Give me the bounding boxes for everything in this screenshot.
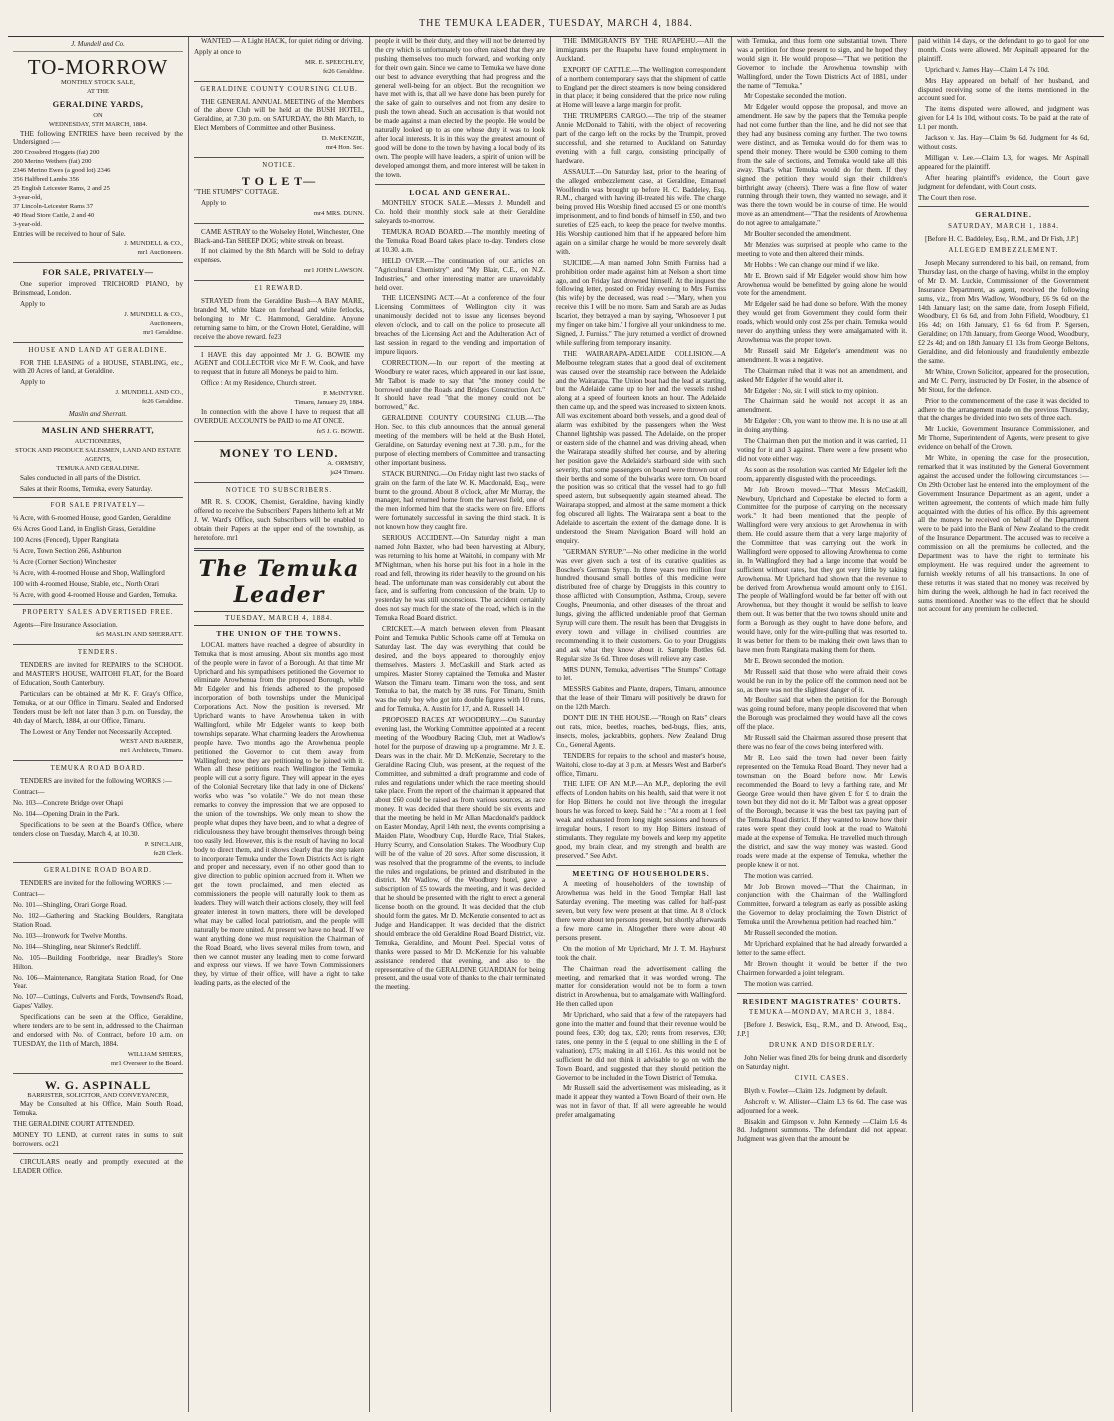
signature: fe5 J. G. BOWIE. <box>316 427 364 435</box>
case-text: The Court then rose. <box>918 193 977 202</box>
article-heading: LOCAL AND GENERAL. <box>409 187 511 197</box>
sale-item: ¼ Acre, with good 4-roomed House and Garden, Temuka. <box>13 590 178 599</box>
entry-item: 200 Merino Wethers (fat) 200 <box>13 158 92 166</box>
ad-text: The Lowest or Any Tender not Necessarily Accepted. <box>20 727 172 736</box>
divider <box>13 497 183 498</box>
article-paragraph: As soon as the resolution was carried Mr Edgeler left the room, apparently disgusted with the proceedings. <box>737 465 907 483</box>
divider <box>13 604 183 605</box>
ad-text: WANTED — A Light HACK, for quiet riding or driving. <box>201 37 364 45</box>
news-item: CORRECTION.—In our report of the meeting at Woodbury re water races, which appeared in our last issue, Mr Talbot is made to say that "the money could be borrowed under the Roads and Bridges Construction Act." It should have read "that the money could not be borrowed," &c. <box>375 358 545 412</box>
news-item: MRS DUNN, Temuka, advertises "The Stumps" Cottage to let. <box>556 665 726 683</box>
contract-item: No. 107—Cuttings, Culverts and Fords, Townsend's Road, Gapes' Valley. <box>13 993 183 1011</box>
contract-item: No. 106—Maintenance, Rangitata Station Road, for One Year. <box>13 973 183 991</box>
sale-line: MONTHLY STOCK SALE, <box>61 78 135 86</box>
contract-item: No. 105—Building Footbridge, near Bradley's Store Hilton. <box>13 953 183 971</box>
contract-item: No. 104—Opening Drain in the Park. <box>13 809 120 818</box>
contract-item: No. 103—Concrete Bridge over Ohapi <box>13 799 124 807</box>
article-paragraph: The motion was carried. <box>744 871 813 880</box>
signature: mr4 Hon. Sec. <box>325 144 364 152</box>
signature: fe28 Clerk. <box>153 849 183 857</box>
ad-text: MR R. S. COOK, Chemist, Geraldine, having kindly offered to receive the Subscribers' Papers hitherto left at Mr J. W. Ward's Office, such Subscribers will be enabled to obtain their Papers at the upper end of the township, as heretofore. mr1 <box>194 498 364 543</box>
divider <box>194 81 364 82</box>
signature: J. MUNDELL & CO., <box>124 310 183 318</box>
entry-item: 40 Head Store Cattle, 2 and 40 <box>13 211 95 219</box>
signature: WEST AND BARBER, <box>119 738 183 746</box>
news-item: PROPOSED RACES AT WOODBURY.—On Saturday evening last, the Working Committee appointed at a recent meeting of the Woodbury Racing Club, met at Wadlow's hotel for the purpose of drawing up a programme. Mr J. E. Dears was in the chair. Mr D. McKenzie, Secretary to the Geraldine Racing Club, was present, at the request of the Committee, and submitted a draft programme and code of rules and regulations under which the race meeting should take place. From the report of the chairman it appeared that about £60 could be raised as from various sources, as race money. It was decided that there should be six events and that the meeting be held in Mr Allan Macdonald's paddock on Easter Monday, April 14th next, the events comprising a Maiden Plate, Woodbury Cup, Hurdle Race, Trial Stakes, Hurry Scurry, and Consolation Stakes. The Woodbury Cup will be of the value of 20 sovs. After some discussion, it was resolved that the programme of the events, to include the rules and regulations, be printed and distributed in the district. Mr Wadlow, of the Woodbury hotel, gave a subscription of £5 towards the meeting, and it was decided that he should be presented with the right to erect a general license booth on the ground. It was decided that the club should form the gates. Mr D. McKenzie consented to act as Judge and Handicapper. It was decided that the district should embrace the old Geraldine Road Board District, viz. Temuka, Geraldine, and Mount Peel. Special votes of thanks were passed to Mr D. McKenzie for his valuable assistance rendered that evening, and also to the representative of the GERALDINE GUARDIAN for being present, and the usual vote of thanks to the chair terminated the meeting. <box>375 716 545 992</box>
article-paragraph: Mr Russell seconded the motion. <box>744 929 838 938</box>
court-bench: [Before J. Beswick, Esq., R.M., and D. Atwood, Esq., J.P.] <box>737 1021 907 1039</box>
signature: fe5 MASLIN AND SHERRATT. <box>95 631 183 639</box>
divider <box>194 548 364 551</box>
ad-text: TENDERS are invited for the following WORKS :— <box>20 879 172 888</box>
ad-heading: NOTICE. <box>262 161 296 169</box>
article-heading: MEETING OF HOUSEHOLDERS. <box>572 868 710 878</box>
article-heading: RESIDENT MAGISTRATES' COURTS. <box>742 996 902 1006</box>
signature: Auctioneers, <box>149 319 183 327</box>
ad-heading: TENDERS. <box>77 649 119 657</box>
news-item: SUICIDE.—A man named John Smith Furniss had a prohibition order made against him at Nelson a short time ago, and on Friday last drowned himself. At the inquest the following letter, posted on Friday evening to Mrs Furniss (his wife) by the deceased, was read :—"Mary, when you receive this I will be no more. Sam and Sarah are as Judas Iscariot, they betrayed a man by saying, 'Whosoever I put my finger on take him.' I forgive all your unkindness to me. Signed, J. Furniss." The jury returned a verdict of drowned while suffering from temporary insanity. <box>556 258 726 347</box>
signature: A. ORMSBY, <box>327 459 364 467</box>
signature: MR. E. SPEECHLEY, <box>304 58 364 66</box>
article-paragraph: A meeting of householders of the township of Arowhenua was held in the Good Templar Hall last Saturday evening. The meeting was called for half-past seven, but very few were present at that time. At 8 o'clock there were about ten persons present, but shortly afterwards a few more came in. Altogether there were about 40 persons present. <box>556 880 726 942</box>
ad-text: MONEY TO LEND, at current rates in sums to suit borrowers. oc21 <box>13 1131 183 1149</box>
case-heading: DRUNK AND DISORDERLY. <box>768 1042 876 1050</box>
article-paragraph: Mr E. Brown seconded the motion. <box>744 656 844 665</box>
signature: WILLIAM SHIERS, <box>127 1050 183 1058</box>
sale-date: WEDNESDAY, 5TH MARCH, 1884. <box>48 120 148 128</box>
sale-item: ¼ Acre, Town Section 266, Ashburton <box>13 547 122 556</box>
sale-item: 100 with 4-roomed House, Stable, etc., North Orari <box>13 579 159 588</box>
ad-text: If not claimed by the 8th March will be Sold to defray expenses. <box>194 247 364 265</box>
ad-text: THE GENERAL ANNUAL MEETING of the Members of the above Club will be held at the BUSH HOTEL, Geraldine, at 7.30 p.m. on SATURDAY, the 8th March, to Elect Members of Committee and other Business. <box>194 97 364 133</box>
divider <box>13 1073 183 1074</box>
article-paragraph: Mr Russell said the advertisement was misleading, as it made it appear they wanted a Town Board of their own. He was not in favor of that. If all were agreeable he would prefer amalgamating <box>556 1084 726 1120</box>
ad-text: "THE STUMPS" COTTAGE. <box>194 187 280 196</box>
entry-item: 2346 Merino Ewes (a good lot) 2346 <box>13 167 111 175</box>
contract-item: No. 104—Shingling, near Skinner's Redcliff. <box>13 942 141 951</box>
firm-label: Maslin and Sherratt. <box>13 407 183 422</box>
column-1 <box>8 37 189 1412</box>
ad-heading: FOR SALE PRIVATELY— <box>50 502 146 510</box>
ad-text: Office : At my Residence, Church street. <box>201 379 317 388</box>
article-paragraph: Mr Job Brown moved—"That the Chairman, in conjunction with the Chairman of the Wallingford Committee, forward a telegram as early as possible asking the Governor to delay proclaiming the Town District of Temuka until the Arowhenua petition had reached him." <box>737 882 907 927</box>
entries-intro: THE following ENTRIES have been received by the Undersigned :— <box>13 129 183 147</box>
divider <box>13 262 183 263</box>
divider <box>194 223 364 224</box>
ad-heading: £1 REWARD. <box>254 285 304 293</box>
news-item: THE LICENSING ACT.—At a conference of the four Licensing Committees of Wellington city it was unanimously decided not to issue any licenses beyond eleven o'clock, and to call on the police to prosecute all breaches of the Licensing Act and the Adulteration Act of last session in regard to the vending and importation of impure liquors. <box>375 294 545 356</box>
ad-text: Agents—Fire Insurance Association. <box>13 620 118 629</box>
divider <box>13 342 183 343</box>
news-item: CRICKET.—A match between eleven from Pleasant Point and Temuka Public Schools came off at Temuka on Saturday last. The day was everything that could be desired, and the boys appeared to thoroughly enjoy themselves. Masters J. McCaskill and Stark acted as umpires. Master Storey captained the Temuka and Master Watson the Timaru team. Timaru won the toss, and sent Temuka to bat, the match by 38 runs. For Timaru, Smith was the only boy who got into double figures with 10 runs, and for Temuka, A. Austin for 17, and A. Russell 14. <box>375 625 545 714</box>
ad-text: CIRCULARS neatly and promptly executed at the LEADER Office. <box>13 1158 183 1175</box>
article-paragraph: The motion was carried. <box>744 979 813 988</box>
article-paragraph: Mr Job Brown moved—"That Messrs McCaskill, Newbury, Uprichard and Copestake be elected to form a Committee for the purpose of carrying on the necessary work." It had been mentioned that the people of Wallingford were very anxious to get Arowhenua in with them. He could assure them that a very large majority of the Committee that was carrying out the work in Wallingford were opposed to allowing Arowhenua to come in. In Wallingford they had a large income that would be sufficient without rates, but they got very little by taking Arowhenua. Mr Uprichard had shown that the revenue to be derived from Arowhenua would amount only to £161. The people of Wallingford would be far better off with out Arowhenua, but they thought it would be selfish to leave them out. It was better that the two towns should unite and form a Borough as they ought to have done before, and would have, only for the wire-pulling that was resorted to. It was better for them to be making their own laws than to have men from Rangitata making them for them. <box>737 485 907 654</box>
page-masthead: THE TEMUKA LEADER, TUESDAY, MARCH 4, 1884. <box>8 10 1104 37</box>
article-paragraph: The Chairman said he would not accept it as an amendment. <box>737 397 907 415</box>
divider <box>194 441 364 442</box>
signature: J. MUNDELL & CO., <box>124 240 183 248</box>
case-text: The items disputed were allowed, and judgment was given for L4 1s 10d, without costs. To be paid at the rate of L1 per month. <box>918 105 1089 132</box>
ad-text: Sales conducted in all parts of the District. <box>20 473 141 482</box>
signature: P. SINCLAIR, <box>144 840 183 848</box>
article-paragraph: Mr E. Brown said if Mr Edgeler would show him how Arowhenua would be benefitted by going alone he would vote for the amendment. <box>737 271 907 298</box>
article-paragraph: Mr Edgeler would oppose the proposal, and move an amendment. He saw by the papers that the Temuka people had not come further than the line, and he did not see that they had any business coming any further. The two towns were distinct, and as Temuka would do for them was to spend their money. There would be £300 coming to them from the sale of sections, and Temuka would take all this away. That's what Temuka would do for them. If they signed the petition they would sign their children's birthright away (cheers). There was a fine flow of water running through their town, they wanted no sewage, and it was there the town would be in course of time. He would move as an amendment—"That the residents of Arowhenua do not agree to amalgamate." <box>737 103 907 228</box>
ad-text: Contract— <box>13 788 45 797</box>
article-paragraph: Mr R. Leo said the town had never been fairly represented on the Temuka Road Board. They never had a townsman on the Board before now. Mr Lewis recommended the Board to levy a farthing rate, and Mr George Gree would then have given £ for £ to drain the town but they did not do it. Mr Talbot was a great opposer of the Borough, because it was the best tax paying part of the Temuka Road district. If they wanted to know how their rates were spent they could look at the road to Waitohi made at the expense of Temuka. He travelled much through the district, and saw the way money was wasted. Good roads were made at the expense of Temuka, whether the people knew it or not. <box>737 753 907 869</box>
case-text: John Nelier was fined 20s for being drunk and disorderly on Saturday night. <box>737 1054 907 1071</box>
sale-yards: GERALDINE YARDS, <box>52 99 144 109</box>
ad-text: Particulars can be obtained at Mr K. F. Gray's Office, Temuka, or at our Office in Timaru. Sealed and Endorsed Tenders must be left not later than 3 p.m. on Tuesday, the 4th day of March, 1884, at our Office, Timaru. <box>13 689 183 725</box>
divider <box>13 862 183 863</box>
divider <box>918 206 1089 207</box>
article-paragraph: Mr Russell said that those who were afraid their cows would be run in by the police off the common need not be so, as there was not the slightest danger of it. <box>737 667 907 694</box>
article-paragraph: On the motion of Mr Uprichard, Mr J. T. M. Hayhurst took the chair. <box>556 944 726 962</box>
case-text: Milligan v. Lee.—Claim L3, for wages. Mr Aspinall appeared for the plaintiff. <box>918 153 1089 171</box>
divider <box>13 760 183 761</box>
sale-item: ¼ Acre, with 6-roomed House, good Garden, Geraldine <box>13 514 171 523</box>
sale-item: ¼ Acre, with 4-roomed House and Shop, Wallingford <box>13 568 165 577</box>
signature: ja24 Timaru. <box>330 468 364 476</box>
ad-sub: BARRISTER, SOLICITOR, AND CONVEYANCER, <box>27 1091 169 1099</box>
news-item: THE LIFE OF AN M.P.—An M.P., deploring the evil effects of London habits on his health, said that were it not for Hop Bitters he could not live through the irregular hours he was forced to keep. Said he : "At a room at 1 feel weak and exhausted from long night sessions and hours of irregular hours, I resort to my Hop Bitters instead of stimulants. They regulate my bowels and keep my appetite good, my brain clear, and my strength and health are preserved." See Advt. <box>556 780 726 860</box>
newspaper-logo: The Temuka Leader <box>198 555 360 608</box>
ad-text: TENDERS are invited for the following WORKS :— <box>20 777 172 786</box>
ad-text: Sales at their Rooms, Temuka, every Saturday. <box>20 484 153 493</box>
article-paragraph: Mr Boulter said that when the petition for the Borough was going round before, many people discovered that when the Borough was proclaimed they would have all the cows off the place. <box>737 696 907 732</box>
case-text: Bisakin and Gimpson v. John Kennedy —Claim L6 4s 8d. Judgment summons. The defendant did not appear. Judgment was given that the amount be <box>737 1117 907 1144</box>
issue-dateline: TUESDAY, MARCH 4, 1884. <box>194 611 364 626</box>
ad-text: One superior improved TRICHORD PIANO, by Brinsmead, London. <box>13 280 183 298</box>
ad-heading: MASLIN AND SHERRATT, <box>41 426 155 435</box>
case-text: paid within 14 days, or the defendant to go to gaol for one month. Costs were allowed. Mr Aspinall appeared for the plaintiff. <box>918 37 1089 63</box>
entry-item: 25 English Leicester Rams, 2 and 25 <box>13 184 110 192</box>
ad-heading: GERALDINE COUNTY COURSING CLUB. <box>200 85 358 93</box>
ad-text: TENDERS are invited for REPAIRS to the SCHOOL and MASTER'S HOUSE, WAITOHI FLAT, for the Board of Education, South Canterbury. <box>13 661 183 688</box>
column-3 <box>370 37 551 1412</box>
signature: Timaru, January 29, 1884. <box>294 399 364 407</box>
case-text: Mr Luckie, Government Insurance Commissioner, and Mr Thorne, Superintendent of Agents, were present to give evidence on behalf of the Crown. <box>918 425 1089 452</box>
case-text: Uprichard v. James Hay—Claim L4 7s 10d. <box>925 65 1050 74</box>
news-item: MESSRS Gabites and Plante, drapers, Timaru, announce that the lease of their Timaru will positively be drawn for on the 12th March. <box>556 685 726 712</box>
ad-sub: AUCTIONEERS, <box>74 438 122 445</box>
news-item: ASSAULT.—On Saturday last, prior to the hearing of the alleged embezzlement case, at Geraldine, Emanuel Woolfendin was brought up before H. C. Baddeley, Esq. R.M., charged with having ill-treated his wife. The charge being proved His Worship fined accused £5 or one month's imprisonment, and to find bonds of himself in £50, and two sureties of £25 each, to keep the peace for twelve months. His Worship cautioned him that if he appeared before him again on a similar charge he would be more severely dealt with. <box>556 167 726 256</box>
news-item: HELD OVER.—The continuation of our articles on "Agricultural Chemistry" and "My Blair, C.E., on N.Z. Industries," and other interesting matter are unavoidably held over. <box>375 256 545 292</box>
article-paragraph: The Chairman ruled that it was not an amendment, and asked Mr Edgeler if he would alter it. <box>737 366 907 384</box>
case-text: Blyth v. Fowler—Claim 12s. Judgment by default. <box>744 1086 888 1095</box>
signature: mr1 Architects, Timaru. <box>119 747 183 755</box>
case-text: Mr White, Crown Solicitor, appeared for the prosecution, and Mr C. Perry, instructed by Dr Foster, in the absence of Mr Stout, for the defence. <box>918 367 1089 394</box>
signature: mr1 Auctioneers. <box>137 249 183 257</box>
news-item: SERIOUS ACCIDENT.—On Saturday night a man named John Baxter, who had been harvesting at Albury, was returning to his home at Waitohi, in company with Mr M'Nightman, when his horse put his foot in a hole in the road and fell, throwing its rider heavily to the ground on his head. The unfortunate man was considerably cut about the face, and is suffering from concussion of the brain. Up to yesterday he was still unconscious. The accident certainly does not say much for the state of the road, which is in the Temuka Road Board district. <box>375 534 545 623</box>
entry-item: 3-year-old. <box>13 220 42 228</box>
column-2 <box>189 37 370 1412</box>
ad-heading: GERALDINE ROAD BOARD. <box>43 867 153 875</box>
entry-item: 37 Lincoln-Leicester Rams 37 <box>13 202 94 210</box>
contract-item: No. 102—Gathering and Stacking Boulders, Rangitata Station Road. <box>13 912 183 929</box>
ad-text: Contract— <box>13 890 45 899</box>
sale-item: ¼ Acre (Corner Section) Winchester <box>13 557 117 566</box>
sale-item: 100 Acres (Fenced), Upper Rangitata <box>13 536 119 545</box>
divider <box>194 280 364 281</box>
divider <box>375 184 545 185</box>
sale-line: ON <box>93 111 103 119</box>
article-paragraph: Mr Edgeler : Oh, you want to throw me. It is no use at all in doing anything. <box>737 417 907 435</box>
article-paragraph: Mr Edgeler said he had done so before. With the money they would get from Government they could form their roads, which would only cost 25s per chain. Temuka would never do anything unless they were amalgamated with it. Arowhenua was the proper town. <box>737 300 907 344</box>
column-container <box>8 37 1104 1412</box>
court-bench: [Before H. C. Baddeley, Esq., R.M., and Dr Fish, J.P.] <box>925 235 1079 244</box>
entries-close: Entries will be received to hour of Sale. <box>13 229 126 238</box>
divider <box>194 346 364 347</box>
column-4 <box>551 37 732 1412</box>
article-paragraph: Mr Uprichard, who said that a few of the ratepayers had gone into the matter and found that their revenue would be pound fees, £30; dog tax, £20; rents from reserves, £30; rates, one penny in the £ (equal to one shilling in the £ of valuation), £75; making in all £161. As this would not be sufficient he did not think it advisable to go on with the Town Board, and suggested that they should petition the Governor to be included in the Town District of Temuka. <box>556 1011 726 1082</box>
case-heading: CIVIL CASES. <box>794 1074 850 1082</box>
ad-heading: PROPERTY SALES ADVERTISED FREE. <box>22 608 174 616</box>
ad-heading: HOUSE AND LAND AT GERALDINE. <box>28 346 168 354</box>
news-item: MONTHLY STOCK SALE.—Messrs J. Mundell and Co. hold their monthly stock sale at their Geraldine saleyards to-morrow. <box>375 199 545 226</box>
article-paragraph: LOCAL matters have reached a degree of absurdity in Temuka that is most amusing. About six months ago most of the people were in favor of a Borough. At that time Mr Uprichard and his sympathisers petitioned the Governor to eliminate Arowhenua from the proposed Borough, while Mr Edgeler and his friends adhered to the proposed incorporation of both townships under the Municipal Corporations Act. Now the position is reversed. Mr Uprichard wants to have Arowhenua taken in with Wallingford, while Mr Edgeler wants to keep both townships separate. What charming leaders the Arowhenua people have. Two months ago the Arowhenua people petitioned the Governor to cut them away from Wallingford; now they are petitioning to be joined with it. When all these petitions reach Wellington the Temuka people will cut a sorry figure. They will appear in the eyes of the Colonial Secretary like that lady in one of Dickens' works who was "so volatile." We do not mean these remarks to convey the impression that we are opposed to the union of the townships. We only mean to show the people what dupes they have been, and to what a degree of ridiculousness they have brought themselves through being too easily led. However, this is the result of having no local body to direct them, and it shows clearly that the step taken to incorporate Temuka under the Town Districts Act is right and proper and necessary, even if no other good than to give direction to public opinion accrued from it. When we get the town proclaimed, and men elected as commissioners the people will naturally look to them as leaders. They will watch their actions closely, they will feel greater interest in town matters, there will be developed what may be called local patriotism, and the people will naturally be more united. At present we have no head. If we want anything done we must requisition the Chairman of the Road Board, who lives several miles from town, and then we cannot muster any leading men to come forward and express our views. If we have Town Commissioners they, by virtue of their office, will have a right to take leading parts, as the elected of the <box>194 640 364 988</box>
article-paragraph: Mr Edgeler : No, sir. I will stick to my opinion. <box>744 386 879 395</box>
case-text: Mr White, in opening the case for the prosecution, remarked that it was instituted by the General Government against the accused under the following circumstances :—On 29th October last he entered into the employment of the Government Insurance Department as an agent, under a written agreement, the contents of which made him fully acquainted with the duties of his office. By this agreement all the moneys he received on behalf of the Department were to be paid into the Bank of New Zealand to the credit of the Insurance Department. The accused was to receive a commission on all the premiums he collected, and the Department was to have the right to terminate his employment. He was required under the agreement to furnish weekly returns of all his transactions. In one of these returns it was stated that no money was received by him during the week, although he had in fact received the sums mentioned. Another was to the effect that he should not account for any premium he collected. <box>918 454 1089 614</box>
ad-text: May be Consulted at his Office, Main South Road, Temuka. <box>13 1100 183 1118</box>
ad-text: STRAYED from the Geraldine Bush—A BAY MARE, branded M, white blaze on forehead and white fetlocks, belonging to Mr C. Hammond, Geraldine. Anyone returning same to him, or the Crown Hotel, Geraldine, will receive the above reward. fe23 <box>194 297 364 341</box>
firm-label: J. Mundell and Co. <box>13 37 183 52</box>
divider <box>13 1153 183 1154</box>
signature: mr1 Geraldine. <box>143 328 183 336</box>
signature: fe26 Geraldine. <box>322 67 364 75</box>
news-item: GERALDINE COUNTY COURSING CLUB.—The Hon. Sec. to this club announces that the annual general meeting of the members will be held at the Bush Hotel, Geraldine, on Saturday evening next at 7.30. p.m., for the purpose of electing members of Committee and transacting other important business. <box>375 414 545 467</box>
ad-text: I HAVE this day appointed Mr J. G. BOWIE my AGENT and COLLECTOR vice Mr F. W. Cook, and have to request that in future all Moneys be paid to him. <box>194 350 364 377</box>
entry-item: 356 Halfbred Lambs 356 <box>13 176 80 184</box>
ad-text: THE GERALDINE COURT ATTENDED. <box>13 1120 135 1129</box>
divider <box>556 865 726 866</box>
contract-item: No. 101—Shingling, Orari Gorge Road. <box>13 901 127 910</box>
news-item: STACK BURNING.—On Friday night last two stacks of grain on the farm of the late W. K. Macdonald, Esq., were burnt to the ground. About 8 o'clock, after Mr Murray, the manager, had returned home from the harvest field, one of the men informed him that the stacks were on fire. Efforts were fortunately successful in saving the third stack. It is not known how they caught fire. <box>375 469 545 532</box>
article-heading: GERALDINE. <box>975 210 1032 220</box>
signature: fe26 Geraldine. <box>141 398 183 406</box>
ad-heading: W. G. ASPINALL <box>44 1077 152 1092</box>
article-paragraph: Mr Copestake seconded the motion. <box>744 92 847 101</box>
ad-text: Apply to <box>20 378 46 387</box>
signature: J. MUNDELL AND CO., <box>115 389 183 397</box>
ad-heading: FOR SALE, PRIVATELY— <box>42 268 154 278</box>
signature: mr1 JOHN LAWSON. <box>303 267 364 275</box>
article-paragraph: Mr Russell said Mr Edgeler's amendment was no amendment. It was a negative. <box>737 346 907 364</box>
news-item: THE WAIRARAPA-ADELAIDE COLLISION.—A Melbourne telegram states that a good deal of excitement was caused over the steamship race between the Adelaide and the Wairarapa. The Union boat had the lead at starting, but the Adelaide came up to her and the vessels rushed along at a speed of fourteen knots an hour. The Adelaide then came up, and the speed was increased to sixteen knots. All was excitement aboard both vessels, and a good deal of alarm was exhibited by the passengers when the West Channel lightship was passed. The Adelaide, on the proper or eastern side of the channel and was driving ahead, when the Wairarapa steadily shifted her course, and by altering her position gave the Adelaide's starboard side with such severity, that some passengers on board were thrown out of their berths and some of the bulwarks were torn. On board the position was so critical that the vessel had to go full speed astern, but subsequently again steamed ahead. The Wairarapa stopped, and almost at the same moment a thick fog obscured all lights. The Wairarapa sent a boat to the Adelaide to ascertain the extent of the damage done. It is understood the Steam Navigation Board will hold an enquiry. <box>556 349 726 545</box>
ad-text: FOR THE LEASING of a HOUSE, STABLING, etc., with 20 Acres of land, at Geraldine. <box>13 358 183 376</box>
news-item: THE TRUMPERS CARGO.—The trip of the steamer Annie McDonald to Tahiti, with the object of recovering part of the cargo left on the rocks by the Trumpit, proved successful, and she returned to Auckland on Saturday evening with a full cargo, consisting principally of hardware. <box>556 112 726 165</box>
ad-sub: STOCK AND PRODUCE SALESMEN, LAND AND ESTATE AGENTS, <box>15 446 181 463</box>
article-paragraph: Mr Russell said the Chairman assured those present that there was no fear of the cows being interfered with. <box>737 734 907 751</box>
case-text: After hearing plaintiff's evidence, the Court gave judgment for defendant, with Court costs. <box>918 173 1089 191</box>
ad-heading: TEMUKA ROAD BOARD. <box>50 765 146 773</box>
signature: P. McINTYRE. <box>323 390 364 398</box>
column-6 <box>913 37 1094 1412</box>
signature: D. McKENZIE, <box>321 135 364 143</box>
divider <box>13 644 183 645</box>
entry-item: 3-year-old, <box>13 193 42 201</box>
news-item: TEMUKA ROAD BOARD.—The monthly meeting of the Temuka Road Board takes place to-day. Tenders close at 10.30. a.m. <box>375 228 545 254</box>
ad-heading: MONEY TO LEND. <box>219 445 339 460</box>
signature: mr1 Overseer to the Board. <box>111 1059 183 1067</box>
article-paragraph: Mr Menzies was surprised at people who came to the meeting to vote and then altered their minds. <box>737 240 907 258</box>
article-paragraph: with Temuka, and thus form one substantial town. There was a petition for those present to sign, and he hoped they would sign it. He would propose—"That we petition the Governor to include the Arowhenua township with Wallingford, under the Town Districts Act of 1881, under the name of "Temuka." <box>737 37 907 90</box>
news-item: DON'T DIE IN THE HOUSE.—"Rough on Rats" clears out rats, mice, beetles, roaches, bed-bugs, flies, ants, insects, moles, jackrabbits, gophers. New Zealand Drug Co., General Agents. <box>556 714 726 749</box>
ad-text: Apply at once to <box>194 47 242 56</box>
court-date: TEMUKA—MONDAY, MARCH 3, 1884. <box>748 1009 896 1017</box>
ad-heading: NOTICE TO SUBSCRIBERS. <box>225 486 333 494</box>
article-paragraph: Mr Uprichard explained that he had already forwarded a letter to the same effect. <box>737 940 907 957</box>
sale-item: 6¼ Acres Good Land, in English Grass, Geraldine <box>13 525 156 534</box>
case-text: Prior to the commencement of the case it was decided to adhere to the arrangement made on the previous Thursday, that the charges be divided into two sets of three each. <box>918 396 1089 423</box>
news-item: "GERMAN SYRUP."—No other medicine in the world was ever given such a test of its curative qualities as Boschee's German Syrup. In three years two million four hundred thousand small bottles of this medicine were distributed free of charge by Druggists in this country to those afflicted with Consumption, Asthma, Croup, severe Coughs, Pneumonia, and other diseases of the throat and lungs, giving the afflicted undeniable proof that German Syrup will cure them. The result has been that Druggists in every town and village in civilised countries are recommending it to their customers. Go to your Druggists and ask what they know about it. Sample Bottles 6d. Regular size 3s 6d. Three doses will relieve any case. <box>556 547 726 663</box>
divider <box>194 157 364 158</box>
ad-text: Specifications can be seen at the Office, Geraldine, where tenders are to be sent in, addressed to the Chairman and endorsed with No. of Contract, before 10 a.m. on TUESDAY, the 11th of March, 1884. <box>13 1013 183 1048</box>
contract-item: No. 103—Ironwork for Twelve Months. <box>13 931 128 940</box>
news-item: THE IMMIGRANTS BY THE RUAPEHU.—All the immigrants per the Ruapehu have found employment in Auckland. <box>556 37 726 63</box>
ad-text: In connection with the above I have to request that all OVERDUE ACCOUNTS be PAID to me AT ONCE. <box>194 408 364 425</box>
ad-text: CAME ASTRAY to the Wolseley Hotel, Winchester, One Black-and-Tan SHEEP DOG; white streak on breast. <box>194 227 364 245</box>
case-text: Joseph Mecany surrendered to his bail, on remand, from Thursday last, on the charge of having, whilst in the employ of Mr D. M. Luckie, Commissioner of the Government Insurance Department, as agent, received the following sums, viz., from Mrs Wadlow, Woodbury, £6 9s 6d on the 14th January last; on the same date, from Joseph Fifield, Woodbury, £1 6s 6d, and from John Fifield, Woodbury, £1 16s 4d; on 16th January, £1 6s 6d from P. Sgersen, Geraldine; on 17th January, from George Wood, Woodbury, £2 2s 4d; and on 18th January £1 13s from George Beltons, Geraldine, and did feloniously and fraudulently embezzle the same. <box>918 259 1089 365</box>
signature: mr4 MRS. DUNN. <box>313 209 364 217</box>
ad-sub: TEMUKA AND GERALDINE. <box>56 464 140 472</box>
news-item: TENDERS for repairs to the school and master's house, Waitohi, close to-day at 3 p.m. at Messrs West and Barber's office, Timaru. <box>556 751 726 778</box>
divider <box>737 993 907 994</box>
news-item: EXPORT OF CATTLE.—The Wellington correspondent of a northern contemporary says that the shipment of cattle to England per the direct steamers is now being considered in that place; it being considered that the price now ruling at Home will leave a large margin for profit. <box>556 65 726 110</box>
ad-text: Apply to <box>201 198 227 207</box>
article-heading: THE UNION OF THE TOWNS. <box>216 628 342 638</box>
sale-headline: TO-MORROW <box>27 54 169 79</box>
column-5 <box>732 37 913 1412</box>
ad-text: Specifications to be seen at the Board's Office, where tenders close on Tuesday, March 4, at 10.30. <box>13 820 183 838</box>
divider <box>194 482 364 483</box>
article-paragraph: The Chairman read the advertisement calling the meeting, and remarked that it was worded wrong. The matter for consideration would not be to form a town district in Arowhenua, but to amalgamate with Wallingford. He then called upon <box>556 964 726 1009</box>
article-paragraph: The Chairman then put the motion and it was carried, 11 voting for it and 3 against. There were a few present who did not vote either way. <box>737 437 907 463</box>
article-paragraph: Mr Boulter seconded the amendment. <box>744 230 851 239</box>
ad-heading: T O L E T— <box>241 173 317 188</box>
case-text: Ashcroft v. W. Allister—Claim L3 6s 6d. The case was adjourned for a week. <box>737 1097 907 1115</box>
entries-list <box>13 149 183 229</box>
case-text: Mrs Hay appeared on behalf of her husband, and disputed receiving some of the items mentioned in the account sued for. <box>918 76 1089 103</box>
ad-text: Apply to <box>20 300 46 309</box>
article-paragraph: Mr Brown thought it would be better if the two Chairmen forwarded a joint telegram. <box>737 959 907 977</box>
court-date: SATURDAY, MARCH 1, 1884. <box>948 223 1059 231</box>
case-text: Jackson v. Jas. Hay—Claim 9s 6d. Judgment for 4s 6d, without costs. <box>918 134 1089 151</box>
sale-line: AT THE <box>87 87 109 95</box>
article-paragraph: Mr Hobbs : We can change our mind if we like. <box>744 260 880 269</box>
entry-item: 200 Crossbred Hoggets (fat) 200 <box>13 149 100 157</box>
article-paragraph: people it will be their duty, and they will not be deterred by the cry which is unfortunately too often raised that they are pushing themselves too much forward, and working only for their own gain. Since we came to Temuka we have done our best to advance everything that had progress and the general well-being for an object. But the recognition we have met with is, that all we have done has been purely for the sake of gain to ourselves and not from any desire to push the town ahead. Such an accusation is that would not be made against a man elected by the people. He would be naturally looked up to as one whose duty it was to look after local interests. It is in this way the greatest amount of good will be done to the town by having a local body of its own. The people will have leaders, a spirit of union will be developed amongst them, and more interest will be taken in the town. <box>375 37 545 179</box>
case-heading: ALLEGED EMBEZZLEMENT. <box>948 247 1059 255</box>
